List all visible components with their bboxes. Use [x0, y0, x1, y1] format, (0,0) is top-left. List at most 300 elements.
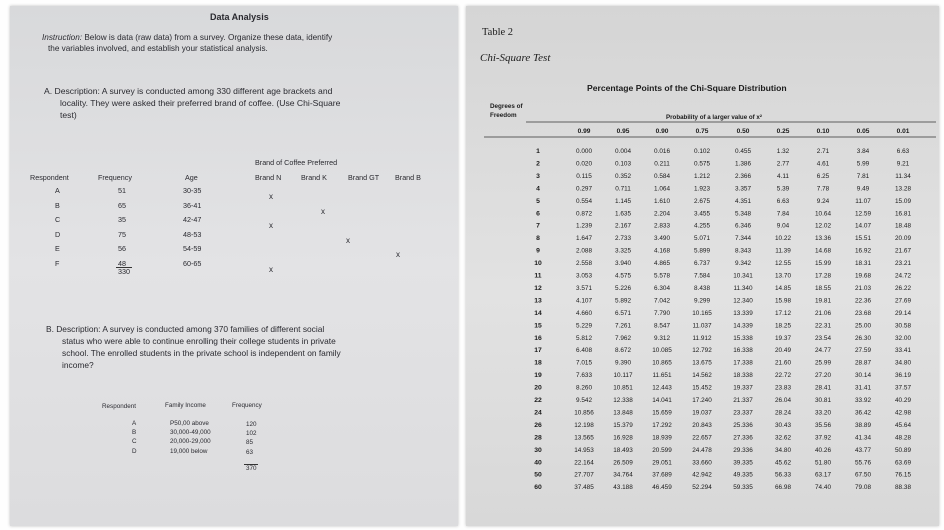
- cell-df24-p0.10: 33.20: [815, 409, 831, 417]
- df-3: 3: [536, 172, 540, 180]
- cell-df13-p0.99: 4.107: [576, 297, 592, 305]
- col-header-0.05: 0.05: [856, 128, 870, 135]
- cell-df26-p0.90: 17.292: [652, 421, 672, 429]
- df-24: 24: [534, 409, 542, 417]
- cell-df11-p0.10: 17.28: [815, 272, 831, 280]
- cell-df15-p0.95: 7.261: [615, 322, 631, 330]
- brand-mark-c: x: [269, 221, 273, 230]
- cell-df6-p0.05: 12.59: [855, 210, 871, 218]
- cell-df12-p0.50: 11.340: [733, 284, 753, 292]
- cell-df2-p0.75: 0.575: [694, 160, 710, 168]
- worksheet-title: Data Analysis: [210, 12, 269, 22]
- cell-df1-p0.25: 1.32: [776, 148, 790, 155]
- cell-df4-p0.95: 0.711: [615, 185, 631, 193]
- cell-df9-p0.05: 16.92: [855, 247, 871, 255]
- cell-df11-p0.99: 3.053: [576, 272, 592, 280]
- cell-df4-p0.25: 5.39: [776, 185, 790, 193]
- cell-df3-p0.50: 2.366: [735, 172, 751, 180]
- cell-df28-p0.25: 32.62: [775, 434, 791, 442]
- cell-df2-p0.01: 9.21: [896, 160, 910, 168]
- b-income-a: P50,00 above: [170, 420, 209, 427]
- cell-df7-p0.75: 4.255: [694, 222, 710, 230]
- cell-df13-p0.90: 7.042: [654, 297, 670, 305]
- col-header-0.01: 0.01: [896, 128, 910, 135]
- df-heading-line-2: Freedom: [490, 112, 517, 119]
- cell-df6-p0.99: 0.872: [576, 210, 592, 218]
- cell-df24-p0.75: 19.037: [692, 409, 712, 417]
- df-17: 17: [534, 347, 542, 355]
- cell-df17-p0.10: 24.77: [815, 347, 831, 355]
- cell-df10-p0.50: 9.342: [735, 260, 751, 268]
- cell-df50-p0.25: 56.33: [775, 471, 791, 479]
- cell-df15-p0.75: 11.037: [692, 322, 712, 330]
- cell-df15-p0.01: 30.58: [895, 322, 911, 330]
- cell-df30-p0.99: 14.953: [574, 446, 594, 454]
- cell-df8-p0.50: 7.344: [735, 235, 751, 243]
- cell-df2-p0.50: 1.386: [735, 160, 751, 168]
- cell-df4-p0.90: 1.064: [654, 185, 670, 193]
- cell-df14-p0.25: 17.12: [775, 309, 791, 317]
- cell-df40-p0.05: 55.76: [855, 459, 871, 467]
- df-40: 40: [534, 459, 542, 467]
- cell-df8-p0.90: 3.490: [654, 235, 670, 243]
- header-brand-gt: Brand GT: [348, 173, 380, 182]
- b-frequency-a: 120: [246, 421, 257, 428]
- cell-df13-p0.75: 9.299: [694, 297, 710, 305]
- header-brand-k: Brand K: [301, 173, 327, 182]
- probability-heading: Probability of a larger value of x²: [666, 114, 762, 121]
- cell-df10-p0.05: 18.31: [855, 260, 871, 268]
- df-28: 28: [534, 434, 542, 442]
- cell-df1-p0.95: 0.004: [615, 148, 631, 155]
- cell-df60-p0.25: 66.98: [775, 484, 791, 492]
- cell-df9-p0.10: 14.68: [815, 247, 831, 255]
- cell-df9-p0.95: 3.325: [615, 247, 631, 255]
- part-b-line-4: income?: [62, 360, 94, 370]
- table-label: Table 2: [482, 27, 514, 38]
- cell-df19-p0.50: 18.338: [733, 372, 753, 380]
- age-a: 30-35: [183, 186, 202, 195]
- df-22: 22: [534, 397, 542, 404]
- cell-df5-p0.01: 15.09: [895, 197, 911, 205]
- header-brand-b: Brand B: [395, 173, 421, 182]
- cell-df6-p0.50: 5.348: [735, 210, 751, 218]
- cell-df3-p0.75: 1.212: [694, 172, 710, 180]
- cell-df14-p0.50: 13.339: [733, 309, 753, 317]
- cell-df1-p0.90: 0.016: [654, 148, 670, 155]
- brand-heading: Brand of Coffee Preferred: [255, 158, 338, 167]
- b-frequency-d: 63: [246, 448, 254, 456]
- cell-df8-p0.05: 15.51: [855, 235, 871, 243]
- cell-df5-p0.90: 1.610: [654, 197, 670, 205]
- cell-df22-p0.25: 26.04: [775, 397, 791, 404]
- cell-df12-p0.90: 6.304: [654, 284, 670, 292]
- cell-df4-p0.01: 13.28: [895, 185, 911, 193]
- cell-df11-p0.75: 7.584: [694, 272, 710, 280]
- cell-df20-p0.50: 19.337: [733, 384, 753, 392]
- cell-df19-p0.25: 22.72: [775, 372, 791, 380]
- cell-df16-p0.99: 5.812: [576, 334, 592, 342]
- cell-df17-p0.50: 16.338: [733, 347, 753, 355]
- cell-df26-p0.50: 25.336: [733, 421, 753, 429]
- cell-df19-p0.99: 7.633: [576, 372, 592, 380]
- cell-df17-p0.95: 8.672: [615, 347, 631, 355]
- cell-df28-p0.50: 27.336: [733, 434, 753, 442]
- cell-df15-p0.25: 18.25: [775, 322, 791, 330]
- cell-df50-p0.95: 34.764: [613, 471, 633, 479]
- part-a-line-3: test): [60, 110, 77, 120]
- cell-df50-p0.99: 27.707: [574, 471, 594, 479]
- cell-df11-p0.25: 13.70: [775, 272, 791, 280]
- respondent-d: D: [55, 229, 61, 239]
- header-b-respondent: Respondent: [102, 403, 136, 410]
- header-brand-n: Brand N: [255, 173, 282, 182]
- cell-df6-p0.90: 2.204: [654, 210, 670, 218]
- cell-df8-p0.95: 2.733: [615, 235, 631, 243]
- b-respondent-d: D: [132, 447, 137, 455]
- part-a-line-1: A. Description: A survey is conducted among 330 different age brackets and: [44, 86, 333, 96]
- cell-df26-p0.99: 12.198: [574, 421, 594, 429]
- b-respondent-c: C: [132, 438, 137, 446]
- cell-df3-p0.10: 6.25: [816, 172, 830, 180]
- cell-df13-p0.25: 15.98: [775, 297, 791, 305]
- cell-df6-p0.25: 7.84: [776, 210, 790, 218]
- df-12: 12: [534, 284, 542, 292]
- worksheet-photo: [10, 6, 458, 526]
- cell-df28-p0.10: 37.92: [815, 434, 831, 442]
- cell-df9-p0.99: 2.088: [576, 247, 592, 255]
- cell-df4-p0.10: 7.78: [816, 185, 830, 193]
- part-b-line-1: B. Description: A survey is conducted among 370 families of different social: [46, 324, 325, 334]
- df-10: 10: [534, 260, 542, 268]
- cell-df4-p0.99: 0.297: [576, 185, 592, 193]
- cell-df30-p0.90: 20.599: [652, 446, 672, 454]
- cell-df16-p0.75: 11.912: [692, 334, 712, 342]
- frequency-c: 35: [118, 215, 126, 224]
- cell-df14-p0.95: 6.571: [615, 309, 631, 317]
- df-20: 20: [534, 384, 542, 392]
- respondent-a: A: [55, 186, 60, 195]
- cell-df15-p0.10: 22.31: [815, 322, 831, 330]
- part-a-total: 330: [118, 267, 130, 276]
- cell-df18-p0.95: 9.390: [615, 359, 631, 367]
- df-5: 5: [536, 197, 540, 205]
- cell-df22-p0.90: 14.041: [652, 397, 672, 404]
- header-age: Age: [185, 173, 198, 182]
- cell-df3-p0.25: 4.11: [777, 172, 789, 180]
- b-income-c: 20,000-29,000: [170, 438, 211, 446]
- cell-df24-p0.01: 42.98: [895, 409, 911, 417]
- cell-df22-p0.99: 9.542: [576, 397, 592, 404]
- cell-df16-p0.90: 9.312: [654, 334, 670, 342]
- col-header-0.25: 0.25: [776, 128, 790, 135]
- cell-df16-p0.05: 26.30: [855, 334, 871, 342]
- cell-df15-p0.50: 14.339: [733, 322, 753, 330]
- cell-df50-p0.90: 37.689: [652, 471, 672, 479]
- cell-df20-p0.05: 31.41: [855, 384, 871, 392]
- b-respondent-b: B: [132, 429, 137, 437]
- brand-mark-d: x: [346, 235, 350, 245]
- cell-df24-p0.50: 23.337: [733, 409, 753, 417]
- cell-df60-p0.99: 37.485: [574, 484, 594, 492]
- b-income-d: 19,000 below: [170, 447, 208, 455]
- cell-df10-p0.75: 6.737: [694, 260, 710, 268]
- cell-df13-p0.10: 19.81: [815, 297, 831, 305]
- cell-df28-p0.05: 41.34: [855, 434, 871, 442]
- cell-df17-p0.01: 33.41: [895, 347, 911, 355]
- cell-df8-p0.75: 5.071: [694, 235, 710, 243]
- cell-df7-p0.99: 1.239: [576, 222, 592, 230]
- cell-df11-p0.50: 10.341: [733, 272, 753, 280]
- cell-df11-p0.05: 19.68: [855, 272, 871, 280]
- cell-df5-p0.75: 2.675: [694, 197, 710, 205]
- instruction-lead: Instruction:: [42, 33, 83, 42]
- cell-df14-p0.90: 7.790: [654, 309, 670, 317]
- part-b-total: 370: [246, 465, 257, 472]
- frequency-a: 51: [118, 186, 126, 195]
- brand-mark-a: x: [269, 192, 273, 201]
- cell-df2-p0.99: 0.020: [576, 160, 592, 168]
- df-14: 14: [534, 309, 542, 317]
- cell-df6-p0.75: 3.455: [694, 210, 710, 218]
- cell-df10-p0.01: 23.21: [895, 260, 911, 268]
- age-b: 36-41: [183, 200, 202, 210]
- cell-df7-p0.25: 9.04: [776, 222, 790, 230]
- part-b-line-3: school. The enrolled students in the private school is independent on family: [62, 348, 341, 358]
- df-50: 50: [534, 471, 542, 479]
- cell-df12-p0.01: 26.22: [895, 284, 911, 292]
- cell-df18-p0.99: 7.015: [576, 359, 592, 367]
- cell-df12-p0.05: 21.03: [855, 284, 871, 292]
- cell-df9-p0.90: 4.168: [654, 247, 670, 255]
- df-16: 16: [534, 334, 542, 342]
- cell-df14-p0.10: 21.06: [815, 309, 831, 317]
- cell-df10-p0.99: 2.558: [576, 260, 592, 268]
- frequency-d: 75: [118, 229, 126, 239]
- cell-df15-p0.99: 5.229: [576, 322, 592, 330]
- cell-df7-p0.90: 2.833: [654, 222, 670, 230]
- cell-df30-p0.05: 43.77: [855, 446, 871, 454]
- respondent-b: B: [55, 200, 60, 210]
- cell-df40-p0.10: 51.80: [815, 459, 831, 467]
- cell-df5-p0.95: 1.145: [615, 197, 631, 205]
- cell-df18-p0.01: 34.80: [895, 359, 911, 367]
- df-heading-line-1: Degrees of: [490, 103, 523, 110]
- cell-df60-p0.90: 46.459: [652, 484, 672, 492]
- cell-df20-p0.25: 23.83: [775, 384, 791, 392]
- chi-square-subtitle: Chi-Square Test: [480, 52, 551, 64]
- cell-df10-p0.10: 15.99: [815, 260, 831, 268]
- respondent-e: E: [55, 244, 60, 253]
- cell-df26-p0.05: 38.89: [855, 421, 871, 429]
- cell-df28-p0.01: 48.28: [895, 434, 911, 442]
- cell-df12-p0.99: 3.571: [576, 284, 592, 292]
- cell-df24-p0.95: 13.848: [613, 409, 633, 417]
- df-18: 18: [534, 359, 542, 367]
- header-respondent: Respondent: [30, 173, 69, 182]
- cell-df19-p0.95: 10.117: [613, 372, 633, 380]
- cell-df16-p0.50: 15.338: [733, 334, 753, 342]
- b-frequency-b: 102: [246, 430, 257, 438]
- cell-df13-p0.05: 22.36: [855, 297, 871, 305]
- cell-df60-p0.01: 88.38: [895, 484, 911, 492]
- cell-df24-p0.25: 28.24: [775, 409, 791, 417]
- cell-df1-p0.05: 3.84: [856, 148, 870, 155]
- cell-df50-p0.05: 67.50: [855, 471, 871, 479]
- cell-df60-p0.95: 43.188: [613, 484, 633, 492]
- cell-df24-p0.05: 36.42: [855, 409, 871, 417]
- df-60: 60: [534, 484, 542, 492]
- cell-df40-p0.99: 22.164: [574, 459, 594, 467]
- b-income-b: 30,000-49,000: [170, 429, 211, 437]
- header-frequency: Frequency: [98, 173, 132, 182]
- frequency-f: 48: [118, 258, 126, 268]
- part-a-line-2: locality. They were asked their preferred brand of coffee. (Use Chi-Square: [60, 98, 341, 108]
- header-b-income: Family Income: [165, 402, 206, 409]
- frequency-e: 56: [118, 244, 126, 253]
- respondent-f: F: [55, 258, 60, 268]
- cell-df28-p0.95: 16.928: [613, 434, 633, 442]
- cell-df1-p0.01: 6.63: [896, 148, 910, 155]
- cell-df12-p0.25: 14.85: [775, 284, 791, 292]
- brand-mark-b: x: [321, 206, 325, 216]
- cell-df20-p0.99: 8.260: [576, 384, 592, 392]
- cell-df22-p0.75: 17.240: [692, 397, 712, 404]
- cell-df20-p0.10: 28.41: [815, 384, 831, 392]
- cell-df4-p0.75: 1.923: [694, 185, 710, 193]
- cell-df5-p0.50: 4.351: [735, 197, 751, 205]
- cell-df1-p0.10: 2.71: [816, 148, 830, 155]
- age-e: 54-59: [183, 244, 202, 253]
- part-b-line-2: status who were able to continue enrolling their college students in private: [62, 336, 336, 346]
- cell-df20-p0.01: 37.57: [895, 384, 911, 392]
- cell-df30-p0.50: 29.336: [733, 446, 753, 454]
- cell-df15-p0.05: 25.00: [855, 322, 871, 330]
- cell-df18-p0.75: 13.675: [692, 359, 712, 367]
- cell-df3-p0.99: 0.115: [576, 172, 592, 180]
- col-header-0.99: 0.99: [577, 128, 591, 135]
- chi-square-table-photo: [466, 6, 939, 526]
- cell-df26-p0.10: 35.56: [815, 421, 831, 429]
- cell-df7-p0.10: 12.02: [815, 222, 831, 230]
- cell-df17-p0.25: 20.49: [775, 347, 791, 355]
- cell-df13-p0.95: 5.892: [615, 297, 631, 305]
- cell-df24-p0.90: 15.659: [652, 409, 672, 417]
- cell-df40-p0.50: 39.335: [733, 459, 753, 467]
- cell-df26-p0.95: 15.379: [613, 421, 633, 429]
- cell-df28-p0.75: 22.657: [692, 434, 712, 442]
- df-7: 7: [536, 222, 540, 230]
- cell-df28-p0.90: 18.939: [652, 434, 672, 442]
- cell-df60-p0.05: 79.08: [855, 484, 871, 492]
- cell-df16-p0.95: 7.962: [615, 334, 631, 342]
- cell-df5-p0.25: 6.63: [776, 197, 790, 205]
- cell-df17-p0.75: 12.792: [692, 347, 712, 355]
- cell-df7-p0.50: 6.346: [735, 222, 751, 230]
- cell-df14-p0.75: 10.165: [692, 309, 712, 317]
- cell-df2-p0.10: 4.61: [816, 160, 830, 168]
- cell-df17-p0.99: 6.408: [576, 347, 592, 355]
- cell-df19-p0.90: 11.651: [652, 372, 672, 380]
- cell-df60-p0.50: 59.335: [733, 484, 753, 492]
- cell-df10-p0.25: 12.55: [775, 260, 791, 268]
- cell-df11-p0.95: 4.575: [615, 272, 631, 280]
- cell-df40-p0.01: 63.69: [895, 459, 911, 467]
- cell-df40-p0.25: 45.62: [775, 459, 791, 467]
- col-header-0.10: 0.10: [816, 128, 830, 135]
- cell-df5-p0.99: 0.554: [576, 197, 592, 205]
- b-frequency-c: 85: [246, 439, 254, 447]
- cell-df1-p0.75: 0.102: [694, 148, 710, 155]
- cell-df8-p0.10: 13.36: [815, 235, 831, 243]
- cell-df22-p0.95: 12.338: [613, 397, 633, 404]
- cell-df22-p0.10: 30.81: [815, 397, 831, 404]
- col-header-0.75: 0.75: [695, 128, 709, 135]
- cell-df18-p0.25: 21.60: [775, 359, 791, 367]
- instruction-line-2: the variables involved, and establish your statistical analysis.: [48, 44, 268, 53]
- cell-df18-p0.50: 17.338: [733, 359, 753, 367]
- cell-df14-p0.01: 29.14: [895, 309, 911, 317]
- cell-df11-p0.01: 24.72: [895, 272, 911, 280]
- cell-df9-p0.50: 8.343: [735, 247, 751, 255]
- cell-df20-p0.75: 15.452: [692, 384, 712, 392]
- cell-df19-p0.01: 36.19: [895, 372, 911, 380]
- cell-df60-p0.10: 74.40: [815, 484, 831, 492]
- cell-df9-p0.75: 5.899: [694, 247, 710, 255]
- chi-square-grid: [466, 6, 939, 526]
- age-f: 60-65: [183, 258, 202, 268]
- cell-df60-p0.75: 52.294: [692, 484, 712, 492]
- cell-df22-p0.50: 21.337: [733, 397, 753, 404]
- df-11: 11: [534, 272, 542, 280]
- cell-df40-p0.75: 33.660: [692, 459, 712, 467]
- cell-df14-p0.05: 23.68: [855, 309, 871, 317]
- cell-df26-p0.01: 45.64: [895, 421, 911, 429]
- df-19: 19: [534, 372, 542, 380]
- cell-df12-p0.10: 18.55: [815, 284, 831, 292]
- cell-df10-p0.90: 4.865: [654, 260, 670, 268]
- brand-mark-f: x: [269, 264, 273, 274]
- cell-df30-p0.75: 24.478: [692, 446, 712, 454]
- df-8: 8: [536, 235, 540, 243]
- cell-df8-p0.25: 10.22: [775, 235, 791, 243]
- cell-df4-p0.05: 9.49: [856, 185, 870, 193]
- df-2: 2: [536, 160, 540, 168]
- cell-df9-p0.25: 11.39: [775, 247, 791, 255]
- header-b-frequency: Frequency: [232, 402, 262, 409]
- cell-df16-p0.10: 23.54: [815, 334, 831, 342]
- cell-df7-p0.01: 18.48: [895, 222, 911, 230]
- cell-df1-p0.50: 0.455: [735, 148, 751, 155]
- cell-df7-p0.95: 2.167: [615, 222, 631, 230]
- cell-df18-p0.90: 10.865: [652, 359, 672, 367]
- cell-df3-p0.05: 7.81: [856, 172, 870, 180]
- cell-df15-p0.90: 8.547: [654, 322, 670, 330]
- cell-df17-p0.05: 27.59: [855, 347, 871, 355]
- cell-df19-p0.05: 30.14: [855, 372, 871, 380]
- cell-df18-p0.10: 25.99: [815, 359, 831, 367]
- cell-df30-p0.10: 40.26: [815, 446, 831, 454]
- cell-df6-p0.10: 10.64: [815, 210, 831, 218]
- cell-df2-p0.25: 2.77: [776, 160, 790, 168]
- df-4: 4: [536, 185, 540, 193]
- cell-df18-p0.05: 28.87: [855, 359, 871, 367]
- cell-df14-p0.99: 4.660: [576, 309, 592, 317]
- col-header-0.95: 0.95: [616, 128, 630, 135]
- cell-df24-p0.99: 10.856: [574, 409, 594, 417]
- df-6: 6: [536, 210, 540, 218]
- cell-df2-p0.05: 5.99: [856, 160, 870, 168]
